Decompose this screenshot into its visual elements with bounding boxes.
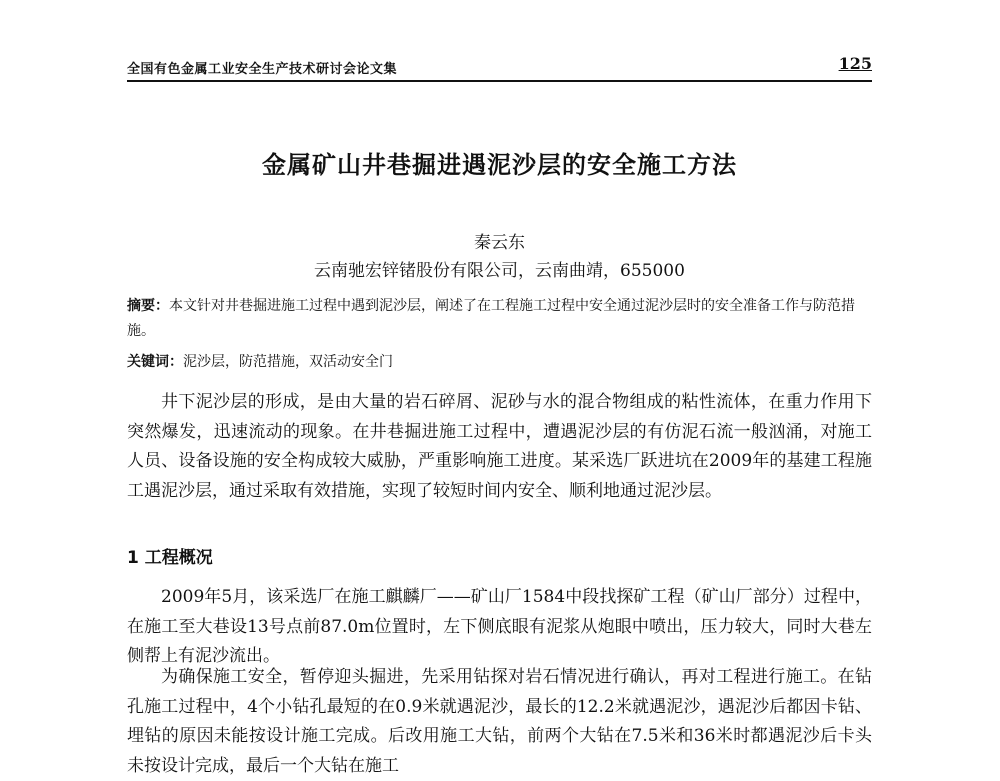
- author-name: 秦云东: [474, 233, 525, 253]
- header-divider: [127, 80, 872, 82]
- journal-title: 全国有色金属工业安全生产技术研讨会论文集: [127, 62, 398, 77]
- section-paragraph: 2009年5月，该采选厂在施工麒麟厂——矿山厂1584中段找探矿工程（矿山厂部分）过程中，在施工至大巷设13号点前87.0m位置时，左下侧底眼有泥浆从炮眼中喷出，压力较大，同时大巷左侧帮上有泥沙流出。: [127, 587, 872, 666]
- page-number: 125: [838, 54, 872, 73]
- author-affiliation: 云南驰宏锌锗股份有限公司，云南曲靖，655000: [314, 261, 685, 281]
- abstract-label: 摘要：: [127, 298, 169, 314]
- keywords-label: 关键词：: [127, 354, 183, 370]
- paper-title: 金属矿山井巷掘进遇泥沙层的安全施工方法: [262, 151, 737, 179]
- keywords-text: 泥沙层，防范措施，双活动安全门: [183, 354, 393, 370]
- keywords: [127, 352, 872, 372]
- abstract: [127, 294, 872, 344]
- abstract-text: 本文针对井巷掘进施工过程中遇到泥沙层，阐述了在工程施工过程中安全通过泥沙层时的安全准备工作与防范措施。: [127, 298, 855, 339]
- running-header: [127, 54, 872, 78]
- intro-paragraph: 井下泥沙层的形成，是由大量的岩石碎屑、泥砂与水的混合物组成的粘性流体，在重力作用下突然爆发，迅速流动的现象。在井巷掘进施工过程中，遭遇泥沙层的有仿泥石流一般汹涌，对施工人员、设备设施的安全构成较大威胁，严重影响施工进度。某采选厂跃进坑在2009年的基建工程施工遇泥沙层，通过采取有效措施，实现了较短时间内安全、顺利地通过泥沙层。: [127, 392, 872, 501]
- section-heading: 1 工程概况: [127, 548, 213, 568]
- section-paragraph: 为确保施工安全，暂停迎头掘进，先采用钻探对岩石情况进行确认，再对工程进行施工。在钻孔施工过程中，4个小钻孔最短的在0.9米就遇泥沙，最长的12.2米就遇泥沙，遇泥沙后都因卡钻、埋钻的原因未能按设计施工完成。后改用施工大钻，前两个大钻在7.5米和36米时都遇泥沙后卡头未按设计完成，最后一个大钻在施工: [127, 667, 872, 776]
